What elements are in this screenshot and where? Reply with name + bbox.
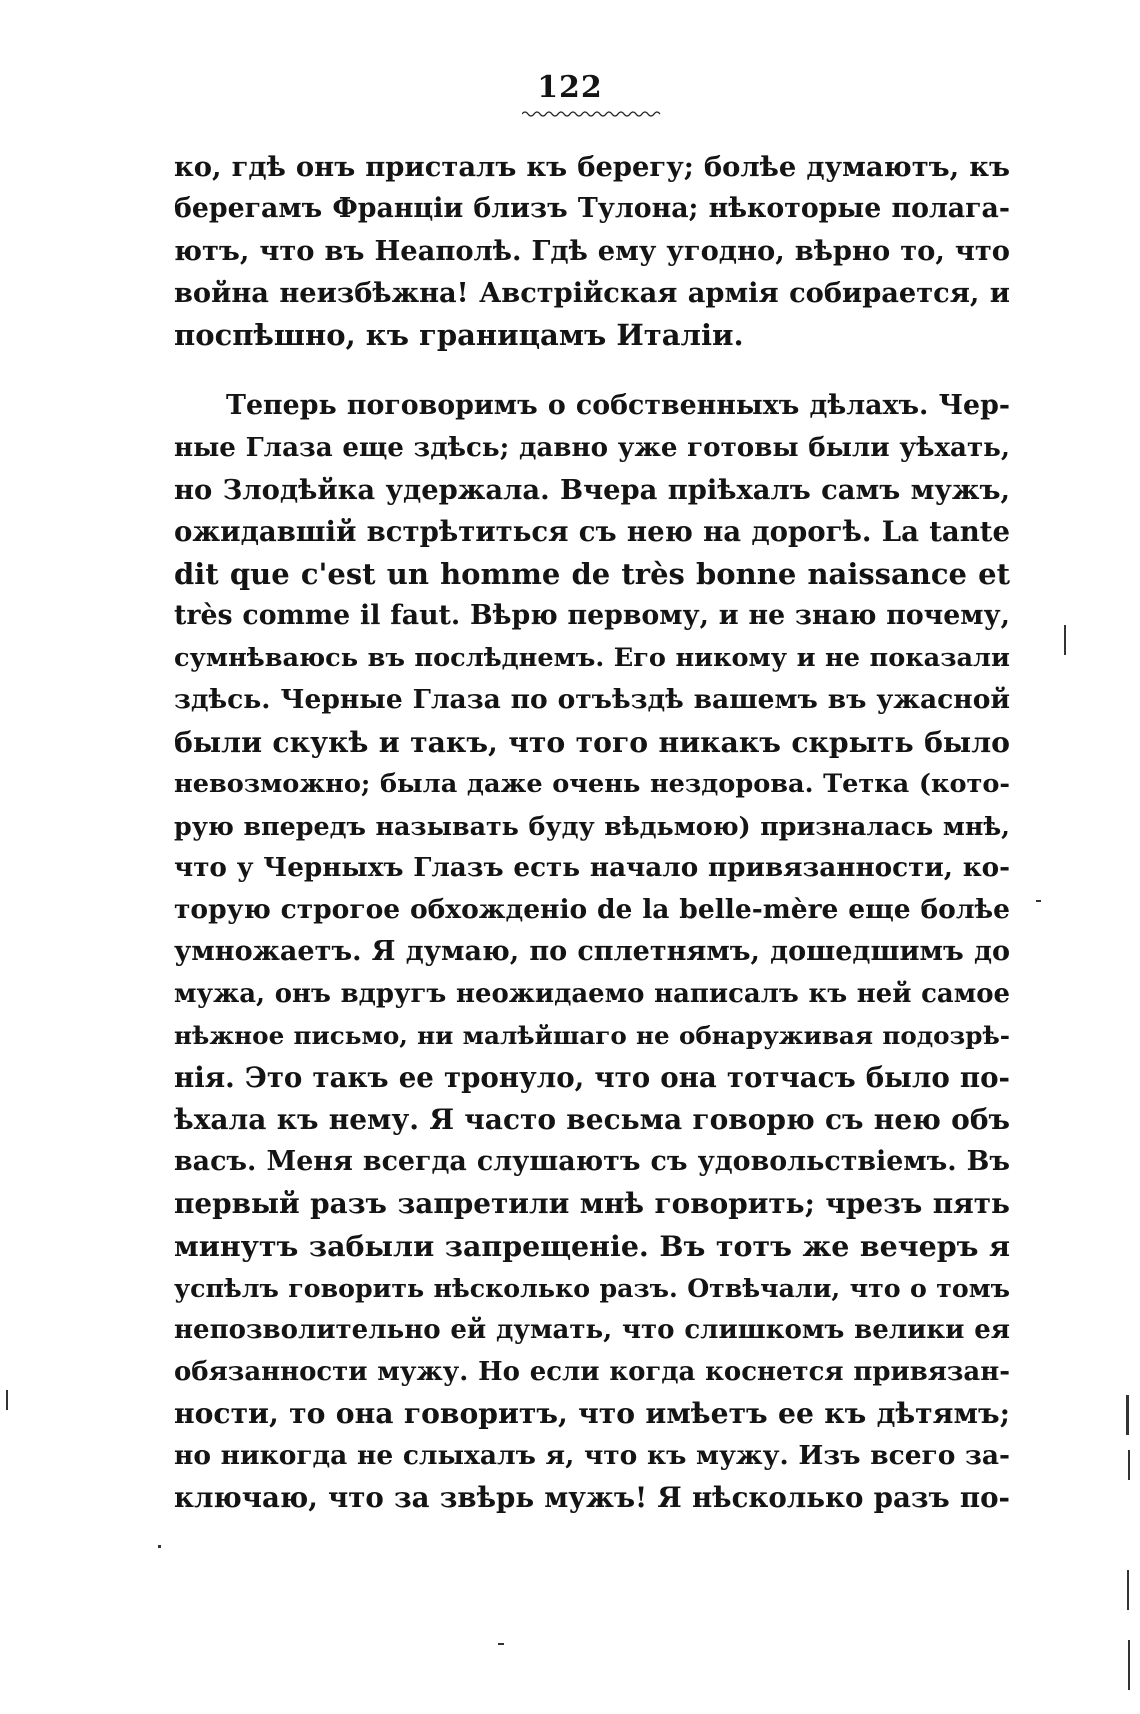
text-line: берегамъ Франціи близъ Тулона; нѣкоторые полага- xyxy=(174,193,1010,224)
text-line: минутъ забыли запрещеніе. Въ тотъ же вечеръ я xyxy=(174,1229,1010,1263)
paragraph-1 xyxy=(174,146,1010,356)
text-line: успѣлъ говорить нѣсколько разъ. Отвѣчали, что о томъ xyxy=(174,1273,1010,1303)
text-line: что у Черныхъ Глазъ есть начало привязанности, ко- xyxy=(174,852,1010,883)
scan-speck xyxy=(6,1390,8,1410)
scan-speck xyxy=(1126,1395,1129,1435)
text-line: торую строгое обхожденіо de la belle-mère еще болѣе xyxy=(174,894,1010,925)
text-line: ности, то она говоритъ, что имѣетъ ее къ дѣтямъ; xyxy=(174,1397,1010,1430)
scan-speck xyxy=(1127,1570,1129,1610)
scan-speck xyxy=(498,1643,504,1645)
text-line: нія. Это такъ ее тронуло, что она тотчасъ было по- xyxy=(174,1061,1010,1094)
text-line: нѣжное письмо, ни малѣйшаго не обнаруживая подозрѣ- xyxy=(174,1021,1010,1050)
text-line: первый разъ запретили мнѣ говорить; чрезъ пять xyxy=(174,1187,1010,1220)
text-line: сумнѣваюсь въ послѣднемъ. Его никому и не показали xyxy=(174,643,1010,673)
text-line: ютъ, что въ Неаполѣ. Гдѣ ему угодно, вѣрно то, что xyxy=(174,235,1010,267)
scan-speck xyxy=(158,1545,161,1548)
scan-speck xyxy=(1128,1640,1130,1690)
paragraph-2 xyxy=(174,385,1010,1519)
text-line: рую впередъ называть буду вѣдьмою) призналась мнѣ, xyxy=(174,811,1010,841)
scan-speck xyxy=(1128,1450,1130,1480)
page-number-ornament xyxy=(522,108,662,118)
text-line: васъ. Меня всегда слушаютъ съ удовольствіемъ. Въ xyxy=(174,1146,1010,1177)
text-line: но Злодѣйка удержала. Вчера пріѣхалъ самъ мужъ, xyxy=(174,474,1010,506)
text-line: обязанности мужу. Но если когда коснется привязан- xyxy=(174,1357,1010,1387)
text-line: поспѣшно, къ границамъ Италіи. xyxy=(174,318,744,352)
text-line: невозможно; была даже очень нездорова. Тетка (кото- xyxy=(174,769,1010,799)
text-line: ко, гдѣ онъ присталъ къ берегу; болѣе думаютъ, къ xyxy=(174,151,1010,183)
text-line: были скукѣ и такъ, что того никакъ скрыть было xyxy=(174,725,1010,759)
scan-speck xyxy=(1036,900,1041,902)
text-line: непозволительно ей думать, что слишкомъ велики ея xyxy=(174,1315,1010,1345)
text-line: ные Глаза еще здѣсь; давно уже готовы были уѣхать, xyxy=(174,432,1010,463)
text-line: умножаетъ. Я думаю, по сплетнямъ, дошедшимъ до xyxy=(174,936,1010,967)
text-line: здѣсь. Черные Глаза по отъѣздѣ вашемъ въ ужасной xyxy=(174,684,1010,715)
text-line: ключаю, что за звѣрь мужъ! Я нѣсколько разъ по- xyxy=(174,1481,1010,1514)
page-number: 122 xyxy=(537,70,603,105)
text-line: dit que c'est un homme de très bonne naissance et xyxy=(174,557,1010,591)
text-line: война неизбѣжна! Австрійская армія собирается, и xyxy=(174,277,1010,309)
text-line: très comme il faut. Вѣрю первому, и не знаю почему, xyxy=(174,600,1010,631)
text-line: Теперь поговоримъ о собственныхъ дѣлахъ. Чер- xyxy=(226,390,1010,421)
text-line: ожидавшій встрѣтиться съ нею на дорогѣ. La tante xyxy=(174,516,1010,548)
text-line: мужа, онъ вдругъ неожидаемо написалъ къ ней самое xyxy=(174,979,1010,1009)
text-line: ѣхала къ нему. Я часто весьма говорю съ нею объ xyxy=(174,1103,1010,1136)
text-line: но никогда не слыхалъ я, что къ мужу. Изъ всего за- xyxy=(174,1440,1010,1471)
scan-speck xyxy=(1064,625,1066,655)
